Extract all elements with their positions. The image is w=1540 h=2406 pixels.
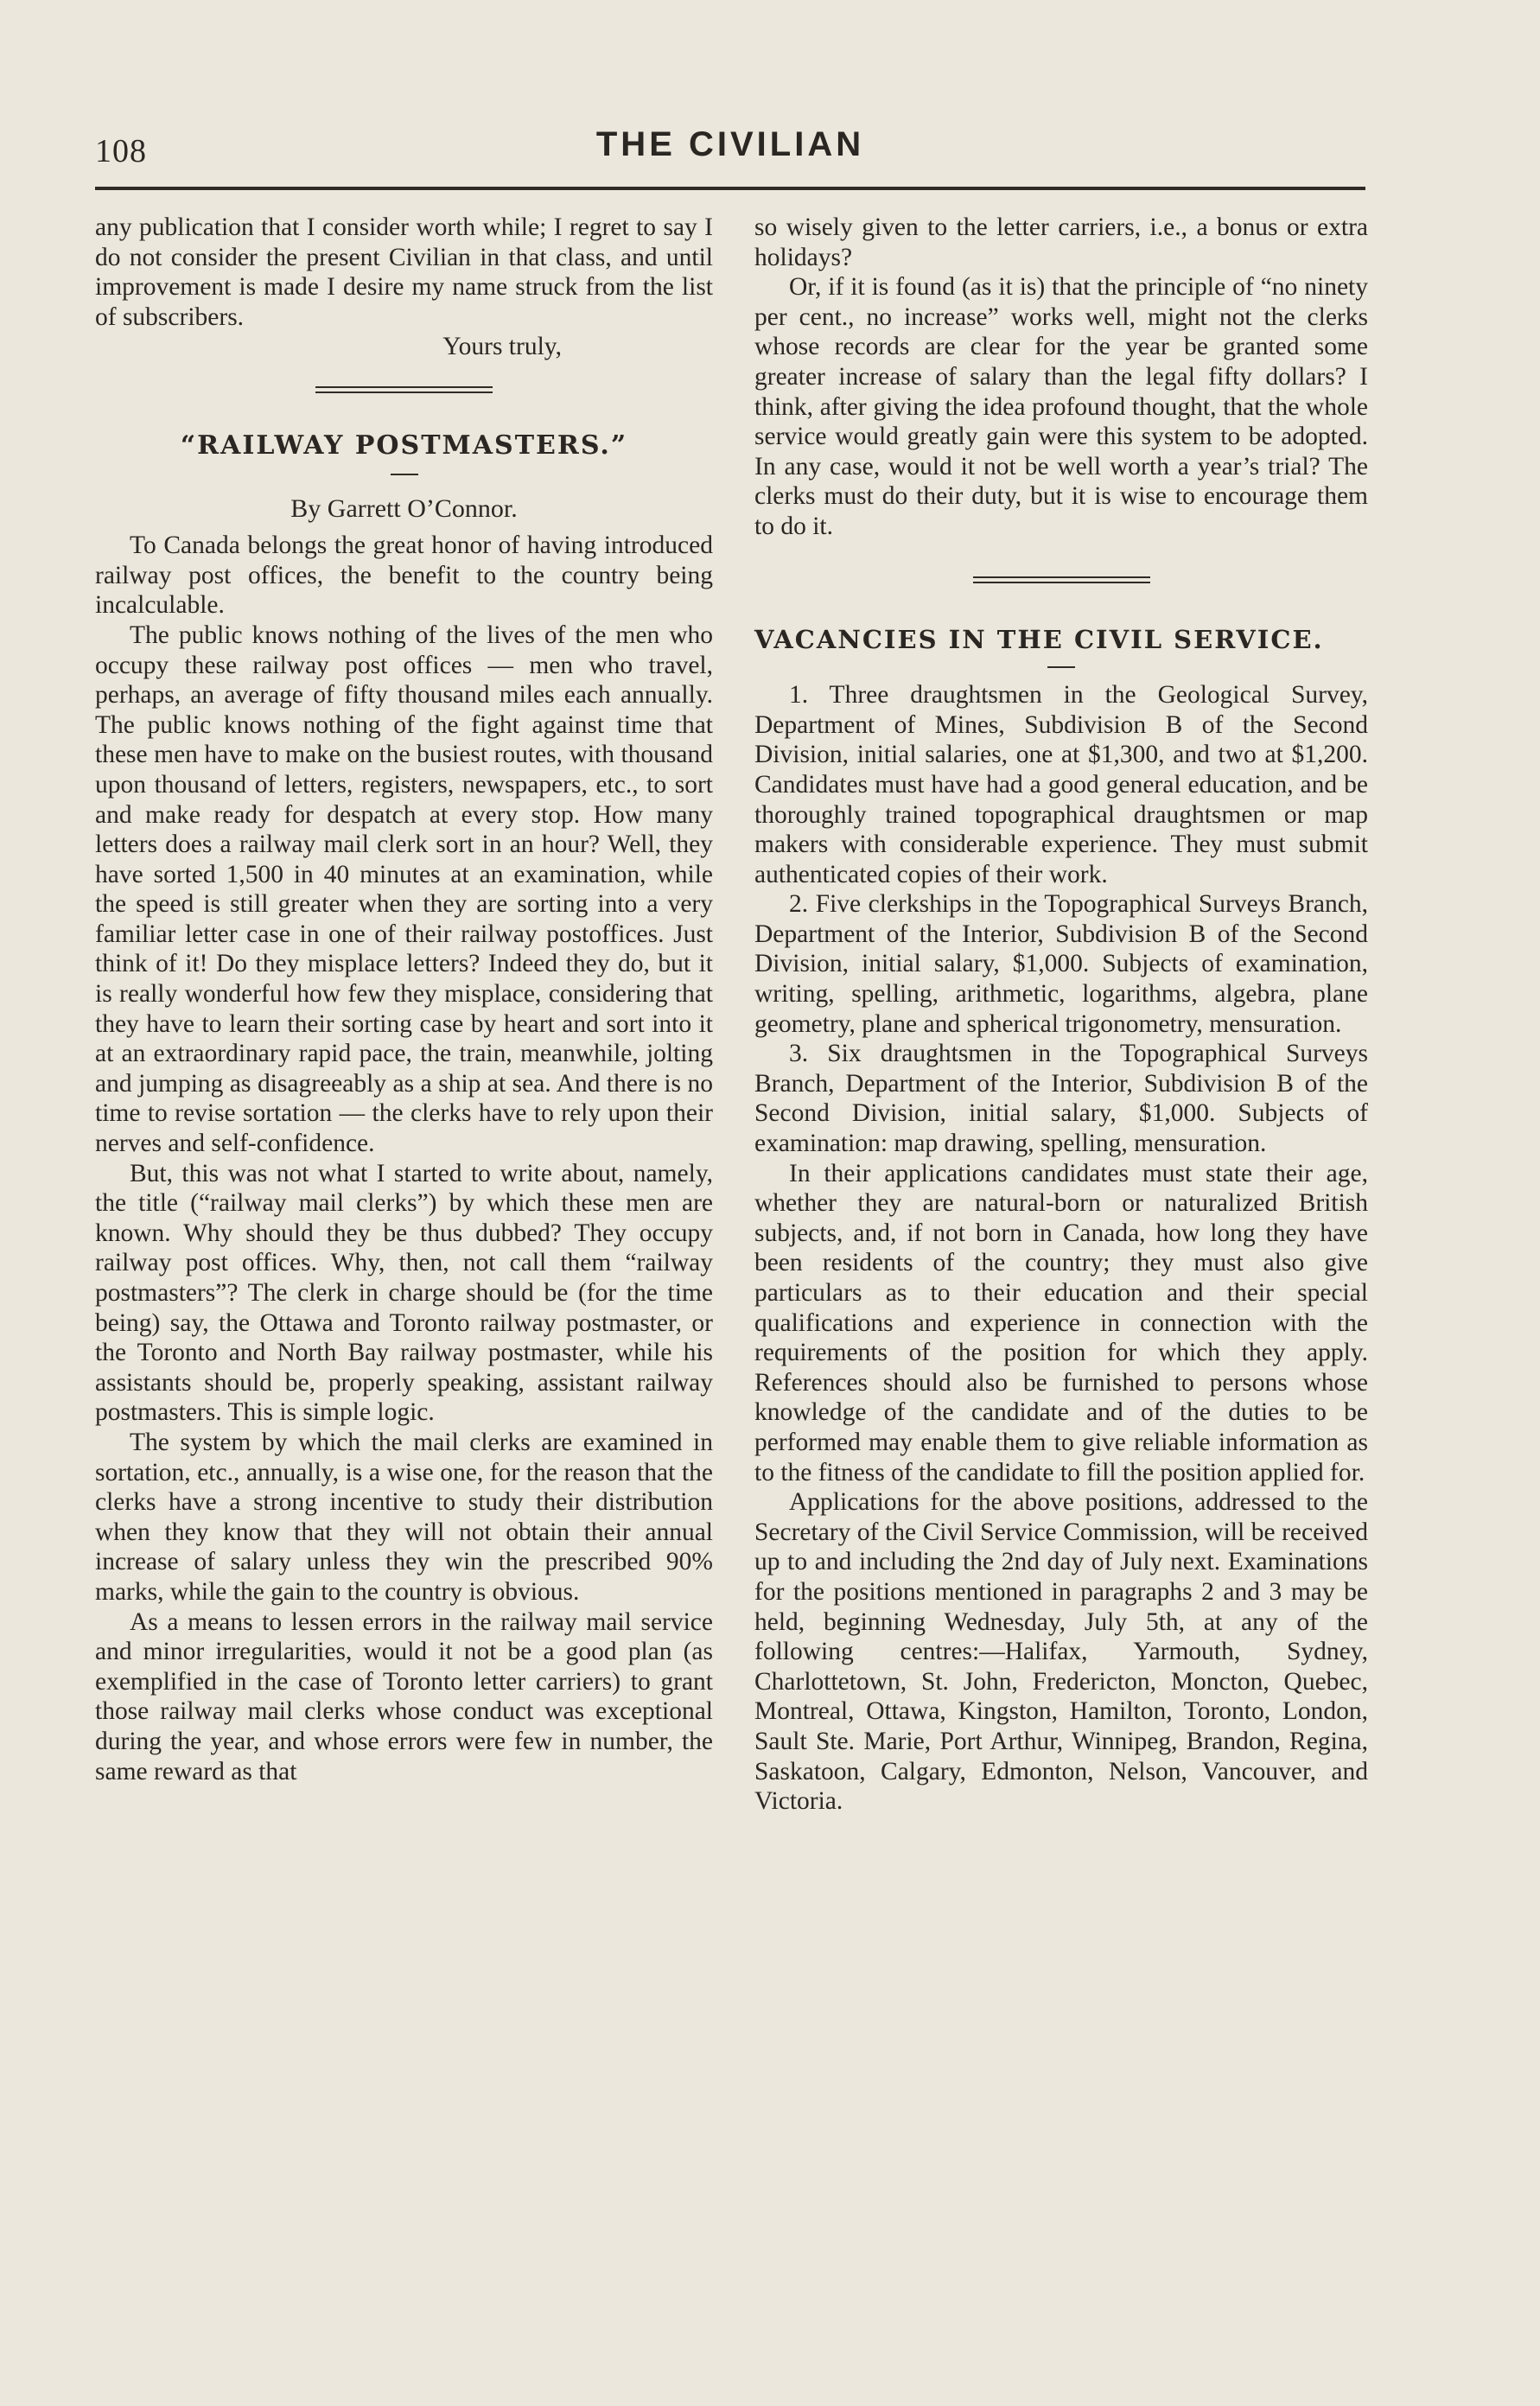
- continued-letter-text: any publication that I consider worth while; I regret to say I do not consider the present Civilian in that class, and until improvement is made I desire my name struck from the list of subscribers.: [95, 213, 713, 331]
- article-title: “RAILWAY POSTMASTERS.”: [180, 430, 628, 461]
- section-title: VACANCIES IN THE CIVIL SERVICE.: [754, 624, 1324, 654]
- byline: By Garrett O’Connor.: [290, 493, 518, 523]
- vacancy-item: 2. Five clerkships in the Topographical Surveys Branch, Department of the Interior, Subdivision B of the Second Division, initial salary, $1,000. Subjects of examination, writing, spelling, arithmetic, logarithms, algebra, plane geometry, plane and spherical trigonometry, mensuration.: [754, 890, 1368, 1038]
- article-paragraph: The system by which the mail clerks are examined in sortation, etc., annually, is a wise one, for the reason that the clerks have a strong incentive to study their distribution when they know that they will not obtain their annual increase of salary unless they win the prescribed 90% marks, while the gain to the country is obvious.: [95, 1428, 713, 1606]
- article-paragraph: Or, if it is found (as it is) that the principle of “no ninety per cent., no increase” works well, might not the clerks whose records are clear for the year be granted some greater increase of salary than the legal fifty dollars? I think, after giving the idea profound thought, that the whole service would greatly gain were this system to be adopted. In any case, would it not be well worth a year’s trial? The clerks must do their duty, but it is wise to encourage them to do it.: [754, 273, 1368, 540]
- applications-paragraph: In their applications candidates must state their age, whether they are natural-born or naturalized British subjects, and, if not born in Canada, how long they have been residents of the country; they must also give particulars as to their education and their special qualifications and experience in connection with the requirements of the position for which they apply. References should also be furnished to persons whose knowledge of the candidate and of the duties to be performed may enable them to give reliable information as to the fitness of the candidate to fill the position applied for.: [754, 1159, 1368, 1486]
- header-rule: [95, 187, 1365, 190]
- right-column: [754, 213, 1368, 1817]
- article-paragraph: The public knows nothing of the lives of the men who occupy these railway post offices — men who travel, perhaps, an average of fifty thousand miles each annually. The public knows nothing of the fight against time that these men have to make on the busiest routes, with thousand upon thousand of letters, registers, newspapers, etc., to sort and make ready for despatch at every stop. How many letters does a railway mail clerk sort in an hour? Well, they have sorted 1,500 in 40 minutes at an examination, while the speed is still greater when they are sorting into a very familiar letter case in one of their railway postoffices. Just think of it! Do they misplace letters? Indeed they do, but it is really wonderful how few they misplace, considering that they have to learn their sorting case by heart and sort into it at an extraordinary rapid pace, the train, meanwhile, jolting and jumping as disagreeably as a ship at sea. And there is no time to revise sortation — the clerks have to rely upon their nerves and self-confidence.: [95, 621, 713, 1158]
- article-paragraph: But, this was not what I started to write about, namely, the title (“railway mail clerks”) by which these men are known. Why should they be thus dubbed? They occupy railway post offices. Why, then, not call them “railway postmasters”? The clerk in charge should be (for the time being) say, the Ottawa and Toronto railway postmaster, or the Toronto and North Bay railway postmaster, while his assistants should be, properly speaking, assistant railway postmasters. This is simple logic.: [95, 1159, 713, 1427]
- letter-signoff: Yours truly,: [442, 333, 562, 361]
- left-column: [95, 213, 713, 1786]
- applications-paragraph: Applications for the above positions, addressed to the Secretary of the Civil Service Commission, will be received up to and including the 2nd day of July next. Examinations for the positions mentioned in paragraphs 2 and 3 may be held, beginning Wednesday, July 5th, at any of the following centres:—Halifax, Yarmouth, Sydney, Charlottetown, St. John, Fredericton, Moncton, Quebec, Montreal, Ottawa, Kingston, Hamilton, Toronto, London, Sault Ste. Marie, Port Arthur, Winnipeg, Brandon, Regina, Saskatoon, Calgary, Edmonton, Nelson, Vancouver, and Victoria.: [754, 1488, 1368, 1816]
- journal-title: THE CIVILIAN: [595, 125, 865, 163]
- page-header: [95, 125, 1365, 177]
- vacancy-item: 1. Three draughtsmen in the Geological Survey, Department of Mines, Subdivision B of the Second Division, initial salaries, one at $1,300, and two at $1,200. Candidates must have had a good general education, and be thoroughly trained topographical draughtsmen or map makers with considerable experience. They must submit authenticated copies of their work.: [754, 681, 1368, 888]
- section-divider: [973, 576, 1150, 583]
- article-paragraph: As a means to lessen errors in the railway mail service and minor irregularities, would it not be a good plan (as exemplified in the case of Toronto letter carriers) to grant those railway mail clerks whose conduct was exceptional during the year, and whose errors were few in number, the same reward as that: [95, 1607, 713, 1785]
- section-divider: [315, 386, 493, 393]
- title-dash: [391, 474, 418, 475]
- continued-article-text: so wisely given to the letter carriers, i.e., a bonus or extra holidays?: [754, 213, 1368, 271]
- page-number: 108: [95, 133, 147, 169]
- article-paragraph: To Canada belongs the great honor of having introduced railway post offices, the benefit to the country being incalculable.: [95, 531, 713, 620]
- vacancy-item: 3. Six draughtsmen in the Topographical Surveys Branch, Department of the Interior, Subdivision B of the Second Division, initial salary, $1,000. Subjects of examination: map drawing, spelling, mensuration.: [754, 1040, 1368, 1158]
